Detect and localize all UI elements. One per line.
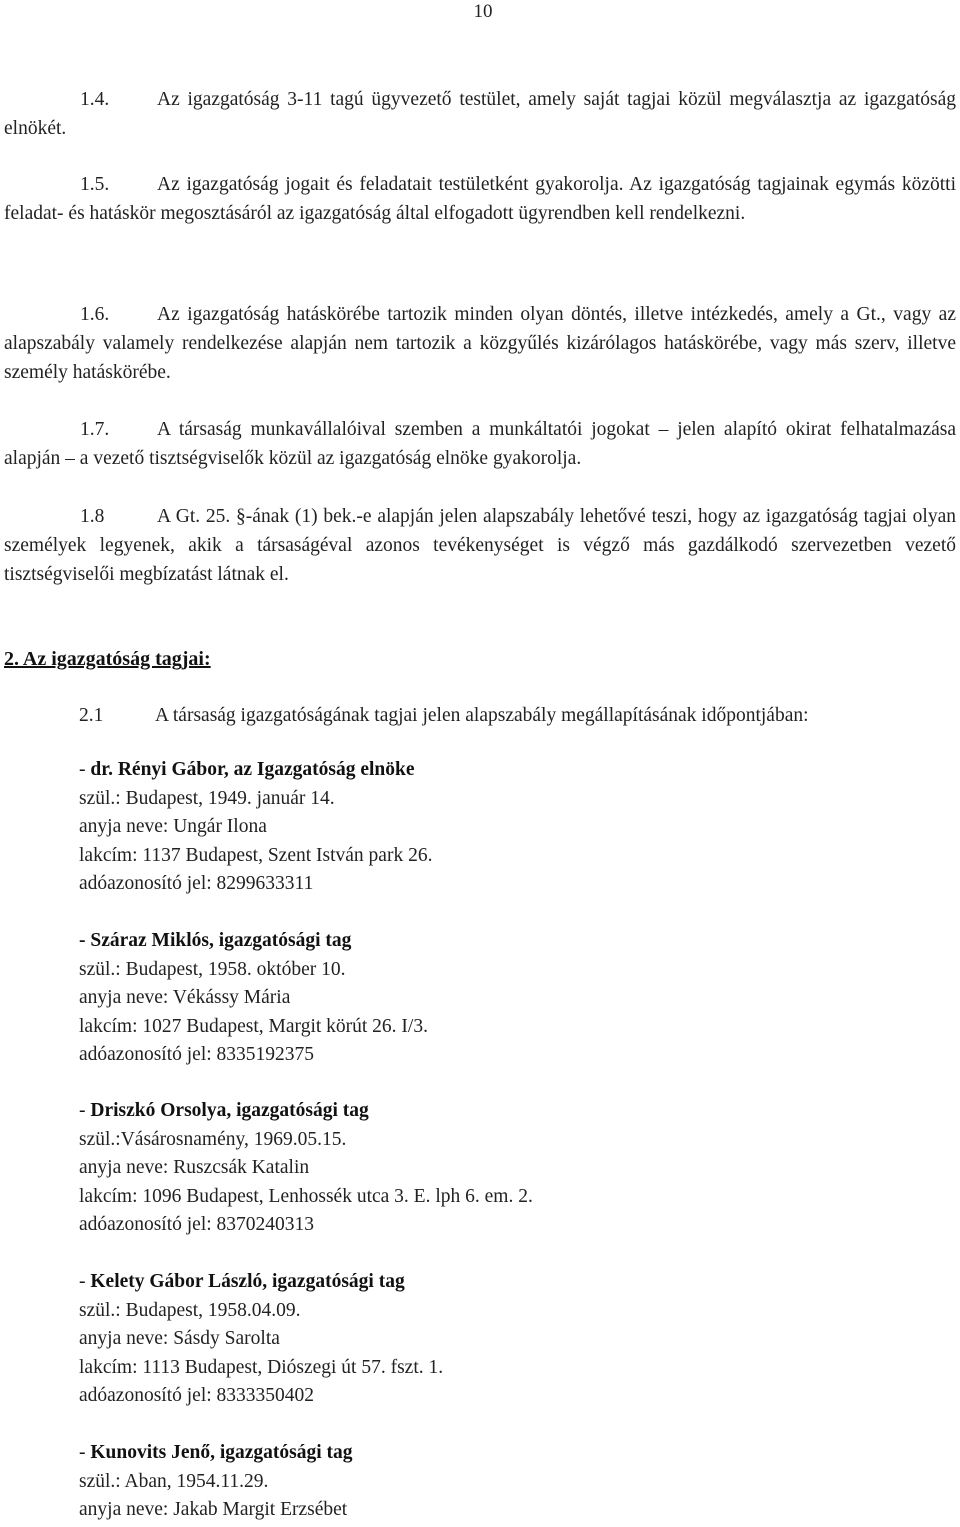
member-birth: szül.: Aban, 1954.11.29. [79, 1470, 269, 1492]
member-mother: anyja neve: Jakab Margit Erzsébet [79, 1499, 348, 1520]
member-birth: szül.: Budapest, 1958.04.09. [79, 1299, 301, 1321]
paragraph-text: Az igazgatóság hatáskörébe tartozik minden olyan döntés, illetve intézkedés, amely a Gt., vagy az alapszabály valamely rendelkezése alapján nem tartozik a közgyűlés kizárólagos hatáskörébe, vagy más szerv, illetve személy hatáskörébe. [4, 304, 956, 383]
section-heading: 2. Az igazgatóság tagjai: [4, 648, 211, 670]
paragraph-1-6 [4, 300, 956, 387]
member-prefix: - [79, 759, 91, 780]
member-tax-id: adóazonosító jel: 8333350402 [79, 1385, 315, 1406]
member-prefix: - [79, 1100, 91, 1121]
paragraph-number: 1.5. [80, 174, 110, 195]
member-address: lakcím: 1027 Budapest, Margit körút 26. I/3. [79, 1015, 428, 1037]
paragraph-text: A Gt. 25. §-ának (1) bek.-e alapján jelen alapszabály lehetővé teszi, hogy az igazgatóság tagjai olyan személyek legyenek, akik a társaságéval azonos tevékenységet is végző más gazdálkodó szervezetben vezető tisztségviselői megbízatást látnak el. [4, 506, 956, 585]
member-address: lakcím: 1096 Budapest, Lenhossék utca 3. E. lph 6. em. 2. [79, 1185, 533, 1207]
member-birth: szül.: Budapest, 1949. január 14. [79, 787, 335, 809]
paragraph-1-8 [4, 502, 956, 589]
member-address: lakcím: 1113 Budapest, Diószegi út 57. fszt. 1. [79, 1356, 444, 1378]
member-tax-id: adóazonosító jel: 8335192375 [79, 1044, 315, 1065]
page-number: 10 [473, 1, 493, 22]
paragraph-text: A társaság igazgatóságának tagjai jelen alapszabály megállapításának időpontjában: [155, 705, 809, 726]
member-name: - Driszkó Orsolya, igazgatósági tag [79, 1100, 369, 1121]
member-address: lakcím: 1137 Budapest, Szent István park 26. [79, 844, 433, 866]
member-mother: anyja neve: Ruszcsák Katalin [79, 1157, 310, 1178]
paragraph-2-1 [79, 701, 959, 730]
member-prefix: - [79, 1271, 91, 1292]
paragraph-text: Az igazgatóság jogait és feladatait testületként gyakorolja. Az igazgatóság tagjainak egymás közötti feladat- és hatáskör megosztásáról az igazgatóság által elfogadott ügyrendben kell rendelkezni. [4, 174, 956, 224]
member-name: - Kelety Gábor László, igazgatósági tag [79, 1271, 405, 1292]
paragraph-1-7 [4, 415, 956, 473]
member-tax-id: adóazonosító jel: 8299633311 [79, 873, 314, 894]
paragraph-text: A társaság munkavállalóival szemben a munkáltatói jogokat – jelen alapító okirat felhatalmazása alapján – a vezető tisztségviselők közül az igazgatóság elnöke gyakorolja. [4, 419, 956, 469]
member-prefix: - [79, 1442, 91, 1463]
member-birth: szül.:Vásárosnamény, 1969.05.15. [79, 1128, 347, 1150]
paragraph-number: 1.7. [80, 419, 110, 440]
paragraph-1-5 [4, 170, 956, 228]
member-mother: anyja neve: Sásdy Sarolta [79, 1328, 280, 1349]
member-block [79, 927, 428, 1070]
member-block [79, 1268, 443, 1411]
paragraph-number: 1.8 [80, 506, 105, 527]
paragraph-number: 1.6. [80, 304, 110, 325]
paragraph-1-4 [4, 85, 956, 143]
paragraph-number: 2.1 [79, 705, 104, 726]
member-name: - dr. Rényi Gábor, az Igazgatóság elnöke [79, 759, 415, 780]
member-block [79, 1097, 533, 1240]
member-mother: anyja neve: Ungár Ilona [79, 816, 267, 837]
member-mother: anyja neve: Vékássy Mária [79, 987, 291, 1008]
member-tax-id: adóazonosító jel: 8370240313 [79, 1214, 315, 1235]
member-block [79, 1439, 353, 1525]
paragraph-number: 1.4. [80, 89, 110, 110]
member-name: - Száraz Miklós, igazgatósági tag [79, 930, 352, 951]
paragraph-text: Az igazgatóság 3-11 tagú ügyvezető testület, amely saját tagjai közül megválasztja az igazgatóság elnökét. [4, 89, 956, 139]
member-name: - Kunovits Jenő, igazgatósági tag [79, 1442, 353, 1463]
member-birth: szül.: Budapest, 1958. október 10. [79, 958, 346, 980]
member-block [79, 756, 432, 899]
